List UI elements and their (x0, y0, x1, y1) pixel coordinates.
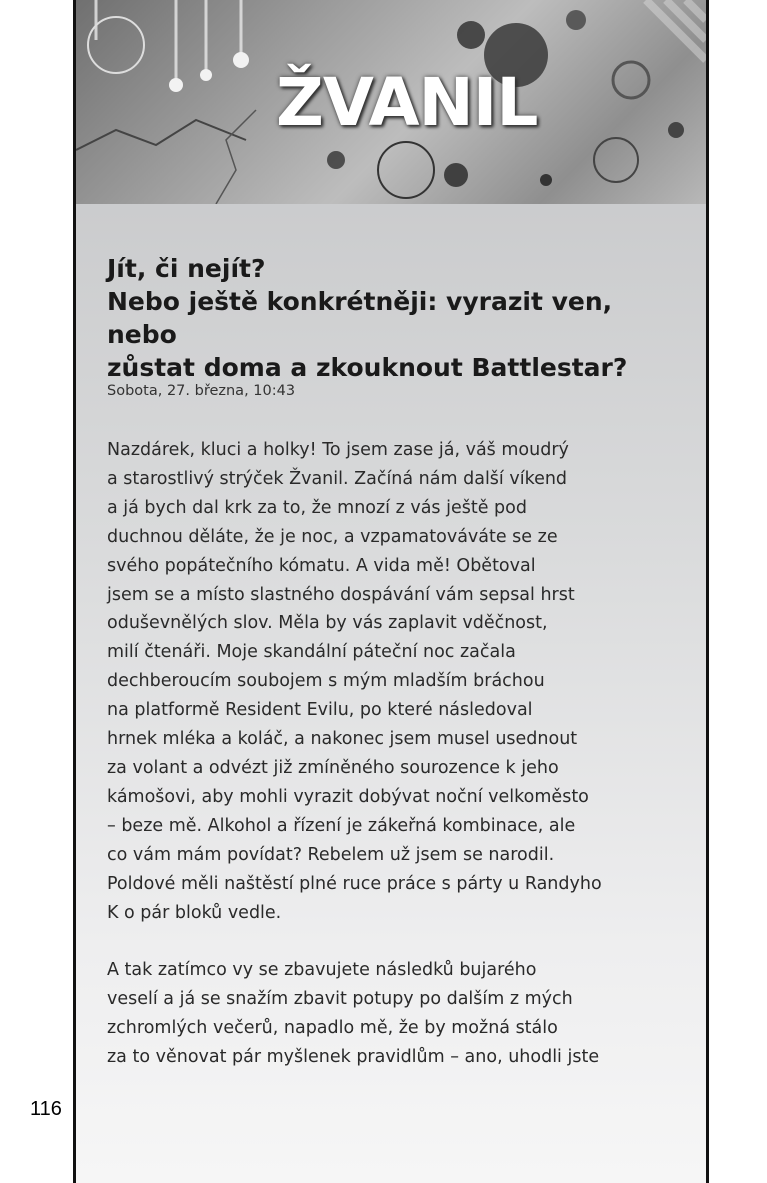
text-line: duchnou děláte, že je noc, a vzpamatováváte se ze (107, 526, 558, 547)
text-line: za to věnovat pár myšlenek pravidlům – ano, uhodli jste (107, 1046, 600, 1067)
text-line: – beze mě. Alkohol a řízení je zákeřná kombinace, ale (107, 815, 576, 836)
text-line: kámošovi, aby mohli vyrazit dobývat noční velkoměsto (107, 786, 589, 807)
page-panel (73, 0, 709, 1183)
paragraph-1 (107, 436, 687, 927)
text-line: Nazdárek, kluci a holky! To jsem zase já, váš moudrý (107, 440, 569, 460)
text-line: za volant a odvézt již zmíněného sourozence k jeho (107, 757, 559, 778)
text-line: veselí a já se snažím zbavit potupy po dalším z mých (107, 988, 573, 1009)
text-line: A tak zatímco vy se zbavujete následků bujarého (107, 960, 537, 980)
text-line: dechberoucím soubojem s mým mladším bráchou (107, 671, 545, 692)
text-line: na platformě Resident Evilu, po které následoval (107, 700, 533, 721)
text-line: co vám mám povídat? Rebelem už jsem se narodil. (107, 844, 555, 865)
title-line: zůstat doma a zkouknout Battlestar? (107, 353, 628, 382)
section-title: ŽVANIL (276, 64, 538, 141)
article-title (107, 252, 687, 384)
title-line: Jít, či nejít? (107, 254, 266, 283)
text-line: a starostlivý strýček Žvanil. Začíná nám další víkend (107, 468, 568, 489)
header-banner (76, 0, 706, 204)
paragraph-2 (107, 956, 687, 1072)
text-line: zchromlých večerů, napadlo mě, že by možná stálo (107, 1017, 558, 1038)
post-date: Sobota, 27. března, 10:43 (107, 383, 296, 399)
text-line: oduševnělých slov. Měla by vás zaplavit vděčnost, (107, 613, 548, 634)
text-line: K o pár bloků vedle. (107, 902, 282, 923)
page-number: 116 (30, 1098, 62, 1120)
text-line: a já bych dal krk za to, že mnozí z vás ještě pod (107, 497, 527, 518)
text-line: svého popátečního kómatu. A vida mě! Obětoval (107, 555, 536, 576)
text-line: jsem se a místo slastného dospávání vám sepsal hrst (107, 584, 575, 605)
text-line: hrnek mléka a koláč, a nakonec jsem musel usednout (107, 729, 578, 750)
text-line: Poldové měli naštěstí plné ruce práce s párty u Randyho (107, 873, 602, 894)
text-line: milí čtenáři. Moje skandální páteční noc začala (107, 642, 516, 663)
title-line: Nebo ještě konkrétněji: vyrazit ven, nebo (107, 287, 613, 349)
